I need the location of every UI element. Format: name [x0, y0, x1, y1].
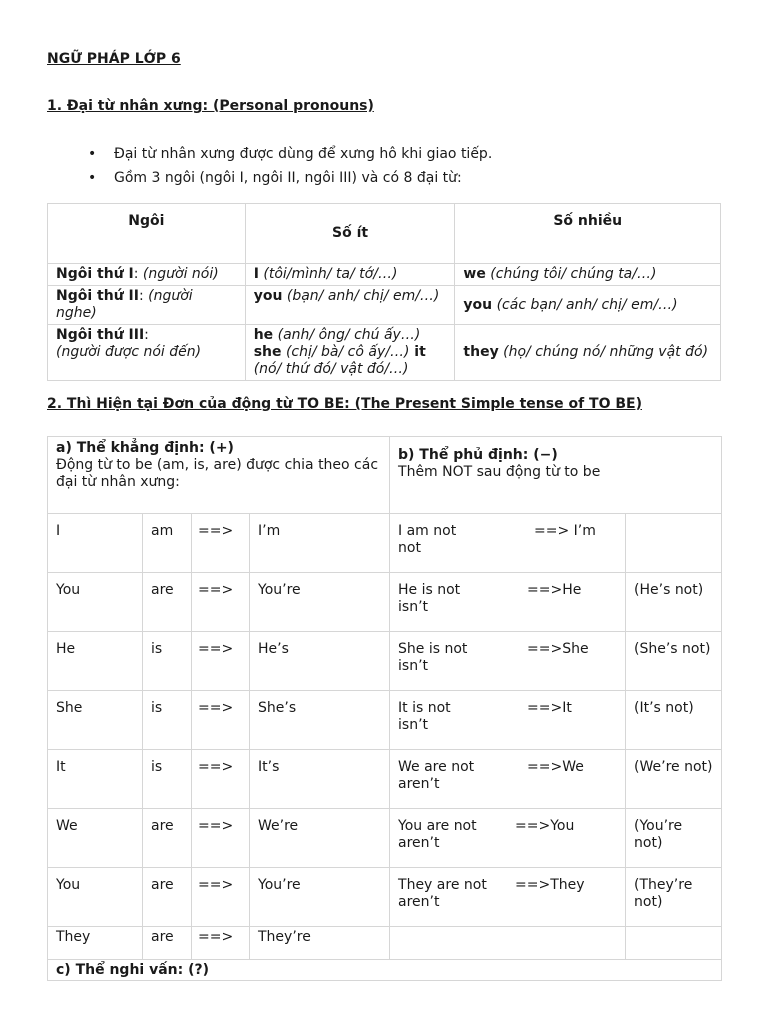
negative-alt-cell: (You’re not) — [626, 809, 722, 868]
pronoun-cell: We — [48, 809, 143, 868]
header-singular: Số ít — [245, 204, 455, 264]
pronoun-cell: They — [48, 927, 143, 960]
contraction-cell: He’s — [250, 632, 390, 691]
plural-note: (họ/ chúng nó/ những vật đó) — [498, 344, 709, 360]
person-separator: : — [144, 327, 149, 343]
negative-heading: b) Thể phủ định: (−) — [398, 447, 558, 463]
contraction-cell: You’re — [250, 868, 390, 927]
person-note: (người được nói đến) — [56, 344, 202, 360]
pronoun-cell: It — [48, 750, 143, 809]
to-be-table — [47, 436, 722, 981]
singular-cell — [245, 286, 455, 325]
negative-full: She is not — [398, 641, 468, 657]
pronoun-table — [47, 203, 721, 381]
plural-pronoun: they — [463, 344, 499, 360]
verb-cell: am — [143, 514, 192, 573]
singular-pronoun-it: it — [409, 344, 426, 360]
contraction-cell: She’s — [250, 691, 390, 750]
person-note: (người nghe) — [56, 288, 193, 321]
arrow-cell: ==> — [192, 573, 250, 632]
to-be-table-header — [48, 437, 722, 514]
to-be-row — [48, 750, 722, 809]
negative-form-cell — [390, 750, 626, 809]
negative-full: You are not — [398, 818, 477, 834]
negative-full: It is not — [398, 700, 451, 716]
arrow-cell: ==> — [192, 514, 250, 573]
plural-pronoun: we — [463, 266, 486, 282]
negative-arrow: ==>She — [527, 641, 589, 657]
negative-alt-cell: (It’s not) — [626, 691, 722, 750]
plural-pronoun: you — [463, 296, 493, 313]
negative-alt-cell — [626, 514, 722, 573]
document-title: NGỮ PHÁP LỚP 6 — [47, 51, 181, 67]
plural-note: (các bạn/ anh/ chị/ em/…) — [492, 296, 678, 313]
negative-form-cell — [390, 809, 626, 868]
negative-desc: Thêm NOT sau động từ to be — [398, 464, 601, 480]
to-be-row — [48, 514, 722, 573]
negative-form-cell — [390, 632, 626, 691]
negative-full: I am not — [398, 523, 457, 539]
negative-form-cell — [390, 573, 626, 632]
negative-arrow: ==>He — [527, 582, 582, 598]
negative-full: He is not — [398, 582, 461, 598]
pronoun-row-first — [48, 264, 721, 286]
affirmative-desc: Động từ to be (am, is, are) được chia theo các đại từ nhân xưng: — [56, 457, 379, 490]
person-cell — [48, 264, 246, 286]
person-label: Ngôi thứ III — [56, 327, 145, 343]
header-plural: Số nhiều — [455, 204, 721, 264]
negative-arrow: ==>We — [527, 759, 584, 775]
negative-contraction: isn’t — [398, 717, 429, 733]
negative-arrow: ==> I’m — [534, 523, 596, 539]
negative-form-cell — [390, 927, 626, 960]
affirmative-heading: a) Thể khẳng định: (+) — [56, 440, 234, 456]
verb-cell: are — [143, 868, 192, 927]
contraction-cell: They’re — [250, 927, 390, 960]
negative-form-cell — [390, 691, 626, 750]
singular-pronoun-she: she — [253, 344, 282, 360]
plural-cell — [455, 325, 721, 381]
pronoun-row-third — [48, 325, 721, 381]
negative-contraction: isn’t — [398, 599, 429, 615]
verb-cell: are — [143, 573, 192, 632]
negative-contraction: aren’t — [398, 776, 440, 792]
singular-pronoun: I — [253, 266, 259, 282]
section1-heading: 1. Đại từ nhân xưng: (Personal pronouns) — [47, 98, 374, 114]
affirmative-cell — [48, 437, 390, 514]
singular-note-it: (nó/ thứ đó/ vật đó/…) — [253, 361, 409, 377]
plural-cell — [455, 264, 721, 286]
to-be-row — [48, 691, 722, 750]
negative-cell — [390, 437, 722, 514]
to-be-row — [48, 927, 722, 960]
negative-contraction: isn’t — [398, 658, 429, 674]
verb-cell: is — [143, 750, 192, 809]
person-note: (người nói) — [142, 266, 219, 282]
pronoun-table-header — [48, 204, 721, 264]
singular-note-she: (chị/ bà/ cô ấy/…) — [281, 344, 410, 360]
person-cell — [48, 325, 246, 381]
person-separator: : — [138, 288, 149, 304]
negative-form-cell — [390, 514, 626, 573]
pronoun-cell: I — [48, 514, 143, 573]
question-heading: c) Thể nghi vấn: (?) — [48, 960, 722, 981]
negative-contraction: aren’t — [398, 835, 440, 851]
plural-cell — [455, 286, 721, 325]
negative-alt-cell: (He’s not) — [626, 573, 722, 632]
verb-cell: are — [143, 809, 192, 868]
verb-cell: are — [143, 927, 192, 960]
verb-cell: is — [143, 632, 192, 691]
verb-cell: is — [143, 691, 192, 750]
pronoun-cell: He — [48, 632, 143, 691]
to-be-row — [48, 809, 722, 868]
contraction-cell: We’re — [250, 809, 390, 868]
singular-pronoun-he: he — [253, 327, 274, 343]
bullet-item: • Gồm 3 ngôi (ngôi I, ngôi II, ngôi III) và có 8 đại từ: — [88, 168, 492, 192]
pronoun-row-second — [48, 286, 721, 325]
negative-alt-cell: (They’re not) — [626, 868, 722, 927]
contraction-cell: I’m — [250, 514, 390, 573]
singular-cell — [245, 264, 455, 286]
negative-contraction: aren’t — [398, 894, 440, 910]
to-be-row — [48, 632, 722, 691]
negative-alt-cell — [626, 927, 722, 960]
to-be-row — [48, 573, 722, 632]
singular-note: (bạn/ anh/ chị/ em/…) — [282, 288, 440, 304]
singular-pronoun: you — [253, 288, 283, 304]
negative-arrow: ==>It — [527, 700, 572, 716]
person-cell — [48, 286, 246, 325]
pronoun-cell: You — [48, 868, 143, 927]
negative-full: We are not — [398, 759, 475, 775]
arrow-cell: ==> — [192, 632, 250, 691]
person-separator: : — [133, 266, 143, 282]
arrow-cell: ==> — [192, 809, 250, 868]
negative-full: They are not — [398, 877, 487, 893]
pronoun-cell: You — [48, 573, 143, 632]
arrow-cell: ==> — [192, 927, 250, 960]
negative-contraction: not — [398, 540, 421, 556]
singular-note: (tôi/mình/ ta/ tớ/…) — [258, 266, 398, 282]
arrow-cell: ==> — [192, 691, 250, 750]
negative-arrow: ==>They — [515, 877, 585, 893]
contraction-cell: It’s — [250, 750, 390, 809]
singular-note-he: (anh/ ông/ chú ấy…) — [273, 327, 421, 343]
section1-bullet-list — [88, 144, 492, 192]
negative-alt-cell: (She’s not) — [626, 632, 722, 691]
to-be-row — [48, 868, 722, 927]
pronoun-cell: She — [48, 691, 143, 750]
singular-cell — [245, 325, 455, 381]
bullet-item: • Đại từ nhân xưng được dùng để xưng hô khi giao tiếp. — [88, 144, 492, 168]
negative-form-cell — [390, 868, 626, 927]
plural-note: (chúng tôi/ chúng ta/…) — [485, 266, 657, 282]
negative-alt-cell: (We’re not) — [626, 750, 722, 809]
contraction-cell: You’re — [250, 573, 390, 632]
section2-heading: 2. Thì Hiện tại Đơn của động từ TO BE: (The Present Simple tense of TO BE) — [47, 396, 642, 412]
arrow-cell: ==> — [192, 868, 250, 927]
question-row — [48, 960, 722, 981]
negative-arrow: ==>You — [515, 818, 575, 834]
person-label: Ngôi thứ I — [56, 266, 134, 282]
header-person: Ngôi — [48, 204, 246, 264]
arrow-cell: ==> — [192, 750, 250, 809]
person-label: Ngôi thứ II — [56, 288, 139, 304]
